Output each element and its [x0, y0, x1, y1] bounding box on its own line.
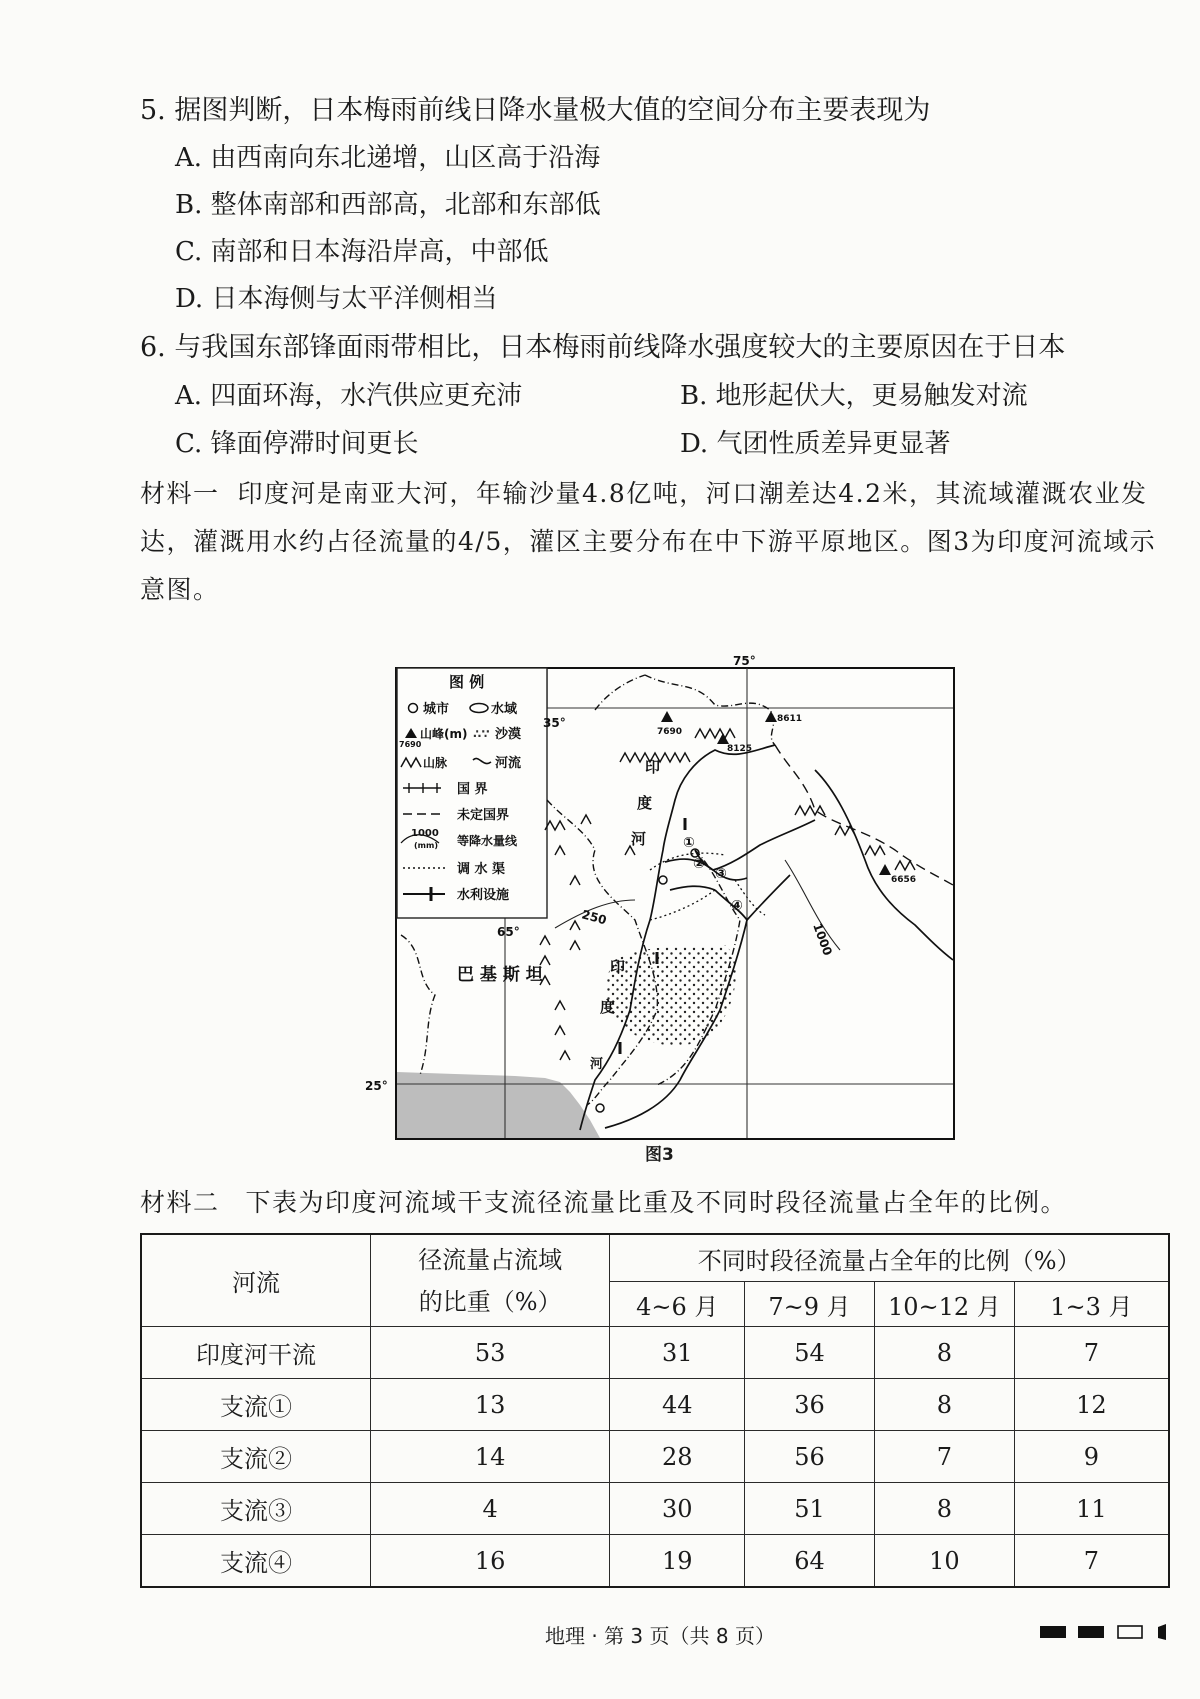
material-2 [140, 1183, 1067, 1219]
row-share: 53 [370, 1327, 610, 1379]
empty-mark [1118, 1626, 1142, 1638]
material-1 [140, 470, 1170, 614]
lat-label-25: 25° [365, 1079, 388, 1093]
question-5-option-c[interactable]: C. 南部和日本海沿岸高，中部低 [175, 237, 549, 267]
peak-label-8125: 8125 [727, 744, 753, 754]
question-6-option-b[interactable]: B. 地形起伏大，更易触发对流 [680, 381, 1028, 411]
edge-mark [1158, 1624, 1166, 1640]
header-period-apr-jun: 4~6 月 [610, 1282, 745, 1327]
svg-text:河: 河 [631, 830, 647, 848]
table-row [141, 1483, 1169, 1535]
header-period: 不同时段径流量占全年的比例（%） [610, 1234, 1169, 1282]
cell-value: 31 [610, 1327, 745, 1379]
filled-mark [1040, 1626, 1066, 1638]
isohyet-label-250: 250 [580, 907, 609, 928]
cell-value: 7 [1014, 1535, 1169, 1588]
legend-desert: 沙漠 [495, 727, 522, 742]
page-footer: 地理 · 第 3 页（共 8 页） [545, 1624, 775, 1648]
legend-canal: 调 水 渠 [457, 862, 506, 877]
header-period-oct-dec: 10~12 月 [874, 1282, 1014, 1327]
legend-title: 图 例 [449, 673, 485, 691]
row-share: 14 [370, 1431, 610, 1483]
cell-value: 10 [874, 1535, 1014, 1588]
legend-water: 水域 [491, 702, 518, 717]
cell-value: 9 [1014, 1431, 1169, 1483]
legend-isohyet-sample: 1000 [411, 828, 439, 839]
page-marks [1040, 1621, 1180, 1643]
cell-value: 8 [874, 1327, 1014, 1379]
question-5-option-d[interactable]: D. 日本海侧与太平洋侧相当 [175, 284, 498, 314]
svg-text:印: 印 [645, 758, 661, 776]
cell-value: 51 [745, 1483, 875, 1535]
tributary-marker-4: ④ [731, 898, 743, 914]
cell-value: 8 [874, 1379, 1014, 1431]
row-share: 16 [370, 1535, 610, 1588]
question-6-option-c[interactable]: C. 锋面停滞时间更长 [175, 429, 419, 459]
cell-value: 12 [1014, 1379, 1169, 1431]
peak-label-6656: 6656 [891, 875, 917, 885]
question-5-option-a[interactable]: A. 由西南向东北递增，山区高于沿海 [175, 143, 601, 173]
tributary-marker-3: ③ [715, 866, 727, 882]
legend-peak: 山峰(m) [420, 727, 468, 741]
cell-value: 11 [1014, 1483, 1169, 1535]
figure-caption: 图3 [645, 1145, 674, 1165]
legend-city: 城市 [423, 702, 450, 717]
material-1-text: 印度河是南亚大河，年输沙量4.8亿吨，河口潮差达4.2米，其流域灌溉农业发达，灌溉用水约占径流量的4/5，灌区主要分布在中下游平原地区。图3为印度河流域示意图。 [140, 479, 1157, 604]
cell-value: 30 [610, 1483, 745, 1535]
legend-facility: 水利设施 [457, 888, 510, 903]
legend-isohyet-unit: (mm) [414, 841, 438, 850]
legend-border: 国 界 [457, 782, 488, 797]
row-share: 4 [370, 1483, 610, 1535]
lon-label-75: 75° [733, 654, 756, 668]
header-share: 径流量占流域 的比重（%） [370, 1234, 610, 1327]
header-period-jan-mar: 1~3 月 [1014, 1282, 1169, 1327]
table-row [141, 1431, 1169, 1483]
row-name: 印度河干流 [141, 1327, 370, 1379]
cell-value: 28 [610, 1431, 745, 1483]
svg-text:印: 印 [610, 958, 626, 976]
table-row [141, 1535, 1169, 1588]
cell-value: 64 [745, 1535, 875, 1588]
cell-value: 54 [745, 1327, 875, 1379]
question-6-option-d[interactable]: D. 气团性质差异更显著 [680, 429, 951, 459]
desert-icon: ∴∵ [473, 727, 490, 741]
tributary-marker-1: ① [683, 835, 695, 851]
legend-undefined-border: 未定国界 [457, 808, 510, 823]
question-5-option-b[interactable]: B. 整体南部和西部高，北部和东部低 [175, 190, 601, 220]
row-name: 支流④ [141, 1535, 370, 1588]
indus-basin-map [365, 650, 955, 1140]
question-6-stem: 6. 与我国东部锋面雨带相比，日本梅雨前线降水强度较大的主要原因在于日本 [140, 332, 1066, 363]
peak-label-8611: 8611 [777, 714, 803, 724]
question-5-stem: 5. 据图判断，日本梅雨前线日降水量极大值的空间分布主要表现为 [140, 95, 931, 126]
lon-label-65: 65° [497, 925, 520, 939]
material-2-text: 下表为印度河流域干支流径流量比重及不同时段径流量占全年的比例。 [245, 1188, 1068, 1217]
legend-mountain: 山脉 [423, 756, 448, 770]
cell-value: 7 [874, 1431, 1014, 1483]
header-period-jul-sep: 7~9 月 [745, 1282, 875, 1327]
question-6-option-a[interactable]: A. 四面环海，水汽供应更充沛 [175, 381, 523, 411]
svg-text:度: 度 [637, 794, 653, 812]
row-share: 13 [370, 1379, 610, 1431]
legend-isohyet: 等降水量线 [457, 834, 518, 848]
svg-text:河: 河 [590, 1057, 604, 1072]
table-row [141, 1327, 1169, 1379]
runoff-table [140, 1233, 1170, 1588]
row-name: 支流① [141, 1379, 370, 1431]
tributary-marker-2: ② [693, 856, 705, 872]
lat-label-35: 35° [543, 716, 566, 730]
filled-mark [1078, 1626, 1104, 1638]
cell-value: 56 [745, 1431, 875, 1483]
peak-label-7690: 7690 [657, 727, 683, 737]
table-row [141, 1379, 1169, 1431]
row-name: 支流③ [141, 1483, 370, 1535]
row-name: 支流② [141, 1431, 370, 1483]
legend-river: 河流 [495, 756, 522, 771]
cell-value: 7 [1014, 1327, 1169, 1379]
cell-value: 19 [610, 1535, 745, 1588]
cell-value: 8 [874, 1483, 1014, 1535]
isohyet-label-1000: 1000 [810, 921, 835, 958]
cell-value: 44 [610, 1379, 745, 1431]
material-2-label: 材料二 [140, 1188, 220, 1217]
country-label-pakistan: 巴 基 斯 坦 [457, 965, 543, 985]
material-1-label: 材料一 [140, 479, 220, 508]
svg-text:度: 度 [600, 998, 616, 1016]
legend-peak-sample: 7690 [399, 740, 422, 749]
header-river: 河流 [141, 1234, 370, 1327]
cell-value: 36 [745, 1379, 875, 1431]
